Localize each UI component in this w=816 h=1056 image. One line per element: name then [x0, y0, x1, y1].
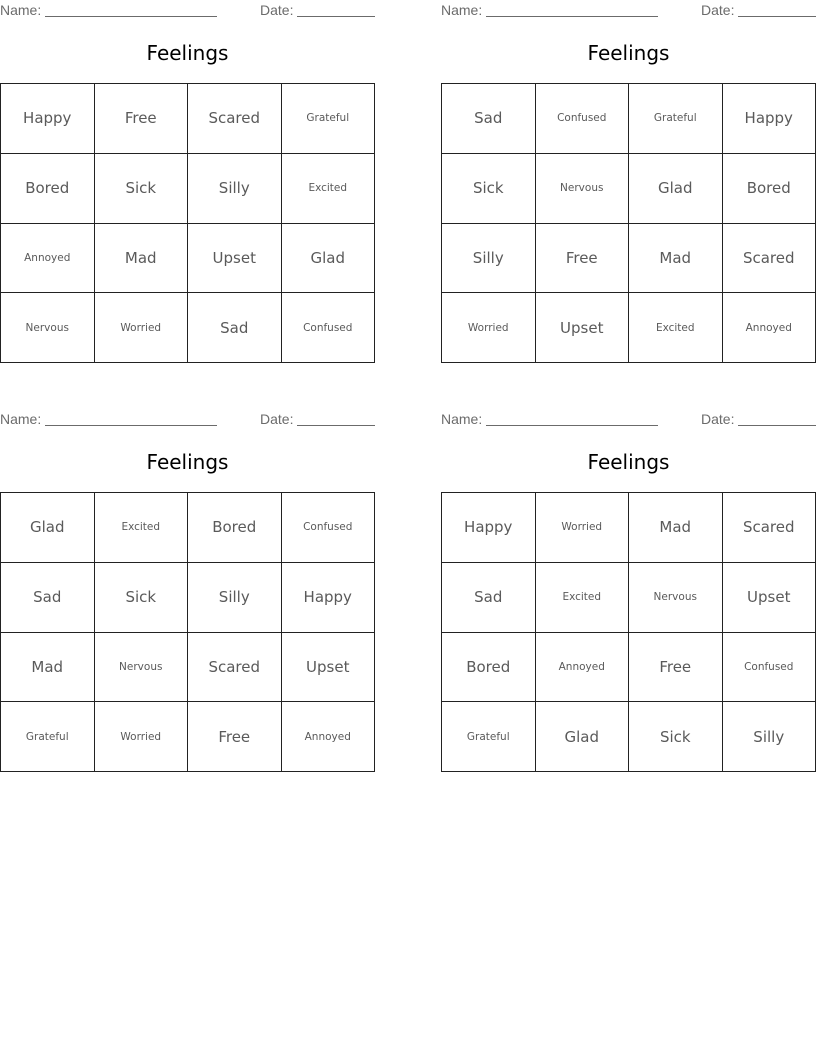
- date-line: [297, 425, 375, 426]
- bingo-cell: Sick: [95, 154, 189, 224]
- bingo-cell: Worried: [442, 293, 536, 363]
- bingo-cell: Sick: [629, 702, 723, 772]
- bingo-cell: Mad: [95, 224, 189, 294]
- bingo-cell: Happy: [282, 563, 376, 633]
- bingo-grid: [0, 83, 375, 363]
- bingo-cell: Nervous: [536, 154, 630, 224]
- bingo-cell: Nervous: [95, 633, 189, 703]
- bingo-cell: Silly: [442, 224, 536, 294]
- bingo-cell: Glad: [1, 493, 95, 563]
- bingo-cell: Happy: [723, 84, 816, 154]
- bingo-cell: Scared: [188, 633, 282, 703]
- bingo-cell: Bored: [1, 154, 95, 224]
- name-label: Name:: [0, 411, 42, 427]
- bingo-cell: Worried: [95, 293, 189, 363]
- bingo-cell: Excited: [536, 563, 630, 633]
- bingo-cell: Excited: [629, 293, 723, 363]
- name-line: [45, 16, 217, 17]
- bingo-cell: Free: [188, 702, 282, 772]
- bingo-grid: [441, 492, 816, 772]
- card-title: Feelings: [587, 41, 670, 65]
- bingo-cell: Sick: [442, 154, 536, 224]
- bingo-cell: Mad: [629, 224, 723, 294]
- bingo-cell: Silly: [723, 702, 816, 772]
- name-line: [45, 425, 217, 426]
- card-header: [0, 411, 375, 429]
- bingo-cell: Worried: [95, 702, 189, 772]
- bingo-cell: Grateful: [442, 702, 536, 772]
- bingo-cell: Free: [629, 633, 723, 703]
- bingo-grid: [0, 492, 375, 772]
- bingo-grid: [441, 83, 816, 363]
- bingo-card: [0, 409, 375, 772]
- bingo-cell: Glad: [282, 224, 376, 294]
- bingo-cell: Upset: [723, 563, 816, 633]
- bingo-cell: Sad: [188, 293, 282, 363]
- bingo-cell: Happy: [1, 84, 95, 154]
- bingo-cell: Mad: [629, 493, 723, 563]
- bingo-cell: Excited: [95, 493, 189, 563]
- bingo-cell: Confused: [282, 293, 376, 363]
- bingo-cell: Free: [536, 224, 630, 294]
- bingo-cell: Confused: [536, 84, 630, 154]
- bingo-cell: Annoyed: [723, 293, 816, 363]
- date-label: Date:: [701, 2, 735, 18]
- bingo-cell: Upset: [536, 293, 630, 363]
- bingo-card: [0, 0, 375, 363]
- bingo-cell: Grateful: [1, 702, 95, 772]
- bingo-cell: Confused: [723, 633, 816, 703]
- bingo-cell: Bored: [188, 493, 282, 563]
- bingo-cell: Annoyed: [1, 224, 95, 294]
- bingo-cell: Grateful: [282, 84, 376, 154]
- card-header: [441, 2, 816, 20]
- bingo-cell: Free: [95, 84, 189, 154]
- date-label: Date:: [260, 411, 294, 427]
- bingo-cell: Sick: [95, 563, 189, 633]
- card-header: [0, 2, 375, 20]
- card-title: Feelings: [146, 450, 229, 474]
- bingo-cell: Worried: [536, 493, 630, 563]
- bingo-cell: Confused: [282, 493, 376, 563]
- bingo-cell: Annoyed: [536, 633, 630, 703]
- card-title: Feelings: [146, 41, 229, 65]
- bingo-cell: Annoyed: [282, 702, 376, 772]
- bingo-cell: Sad: [1, 563, 95, 633]
- bingo-cell: Upset: [188, 224, 282, 294]
- bingo-cell: Bored: [442, 633, 536, 703]
- bingo-cell: Happy: [442, 493, 536, 563]
- name-line: [486, 16, 658, 17]
- bingo-cell: Mad: [1, 633, 95, 703]
- date-label: Date:: [260, 2, 294, 18]
- name-label: Name:: [441, 2, 483, 18]
- bingo-card: [441, 0, 816, 363]
- bingo-cell: Excited: [282, 154, 376, 224]
- bingo-cell: Silly: [188, 154, 282, 224]
- bingo-cell: Nervous: [1, 293, 95, 363]
- bingo-cell: Nervous: [629, 563, 723, 633]
- card-header: [441, 411, 816, 429]
- name-label: Name:: [441, 411, 483, 427]
- bingo-cell: Scared: [723, 224, 816, 294]
- date-line: [297, 16, 375, 17]
- bingo-cell: Glad: [629, 154, 723, 224]
- bingo-cell: Grateful: [629, 84, 723, 154]
- date-line: [738, 425, 816, 426]
- bingo-cell: Scared: [188, 84, 282, 154]
- bingo-cell: Scared: [723, 493, 816, 563]
- name-line: [486, 425, 658, 426]
- card-title: Feelings: [587, 450, 670, 474]
- bingo-cell: Glad: [536, 702, 630, 772]
- bingo-cell: Sad: [442, 563, 536, 633]
- bingo-cell: Sad: [442, 84, 536, 154]
- date-line: [738, 16, 816, 17]
- date-label: Date:: [701, 411, 735, 427]
- bingo-cell: Upset: [282, 633, 376, 703]
- bingo-card: [441, 409, 816, 772]
- bingo-cell: Bored: [723, 154, 816, 224]
- bingo-cell: Silly: [188, 563, 282, 633]
- name-label: Name:: [0, 2, 42, 18]
